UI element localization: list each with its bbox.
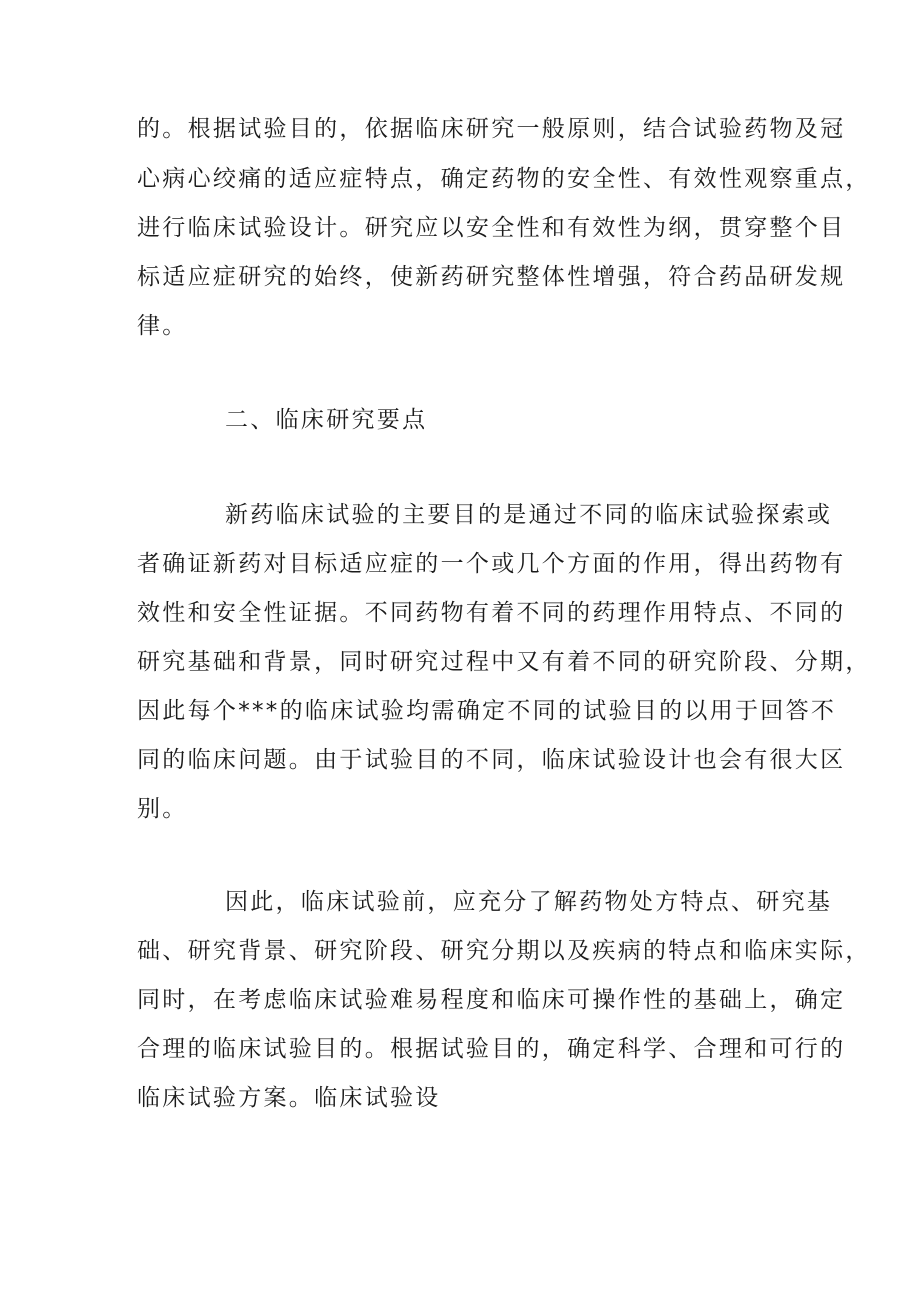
paragraph-line: 新药临床试验的主要目的是通过不同的临床试验探索或 <box>225 502 833 528</box>
paragraph-line: 效性和安全性证据。不同药物有着不同的药理作用特点、不同的 <box>137 600 846 626</box>
paragraph-line: 研究基础和背景，同时研究过程中又有着不同的研究阶段、分期， <box>137 649 871 675</box>
paragraph-line: 同时，在考虑临床试验难易程度和临床可操作性的基础上，确定 <box>137 987 846 1013</box>
paragraph-line: 进行临床试验设计。研究应以安全性和有效性为纲，贯穿整个目 <box>137 215 846 241</box>
paragraph-line: 律。 <box>137 313 188 339</box>
paragraph-line: 临床试验方案。临床试验设 <box>137 1085 441 1111</box>
paragraph-line: 合理的临床试验目的。根据试验目的，确定科学、合理和可行的 <box>137 1036 846 1062</box>
paragraph-line: 础、研究背景、研究阶段、研究分期以及疾病的特点和临床实际， <box>137 938 871 964</box>
paragraph-line: 因此，临床试验前，应充分了解药物处方特点、研究基 <box>225 889 833 915</box>
paragraph-line: 者确证新药对目标适应症的一个或几个方面的作用，得出药物有 <box>137 551 846 577</box>
paragraph-line: 的。根据试验目的，依据临床研究一般原则，结合试验药物及冠 <box>137 116 846 142</box>
paragraph-line: 同的临床问题。由于试验目的不同，临床试验设计也会有很大区 <box>137 747 846 773</box>
section-heading: 二、临床研究要点 <box>225 407 428 433</box>
paragraph-line: 标适应症研究的始终，使新药研究整体性增强，符合药品研发规 <box>137 264 846 290</box>
paragraph-line: 别。 <box>137 796 188 822</box>
paragraph-line: 心病心绞痛的适应症特点，确定药物的安全性、有效性观察重点， <box>137 166 871 192</box>
paragraph-line: 因此每个***的临床试验均需确定不同的试验目的以用于回答不 <box>137 698 837 724</box>
